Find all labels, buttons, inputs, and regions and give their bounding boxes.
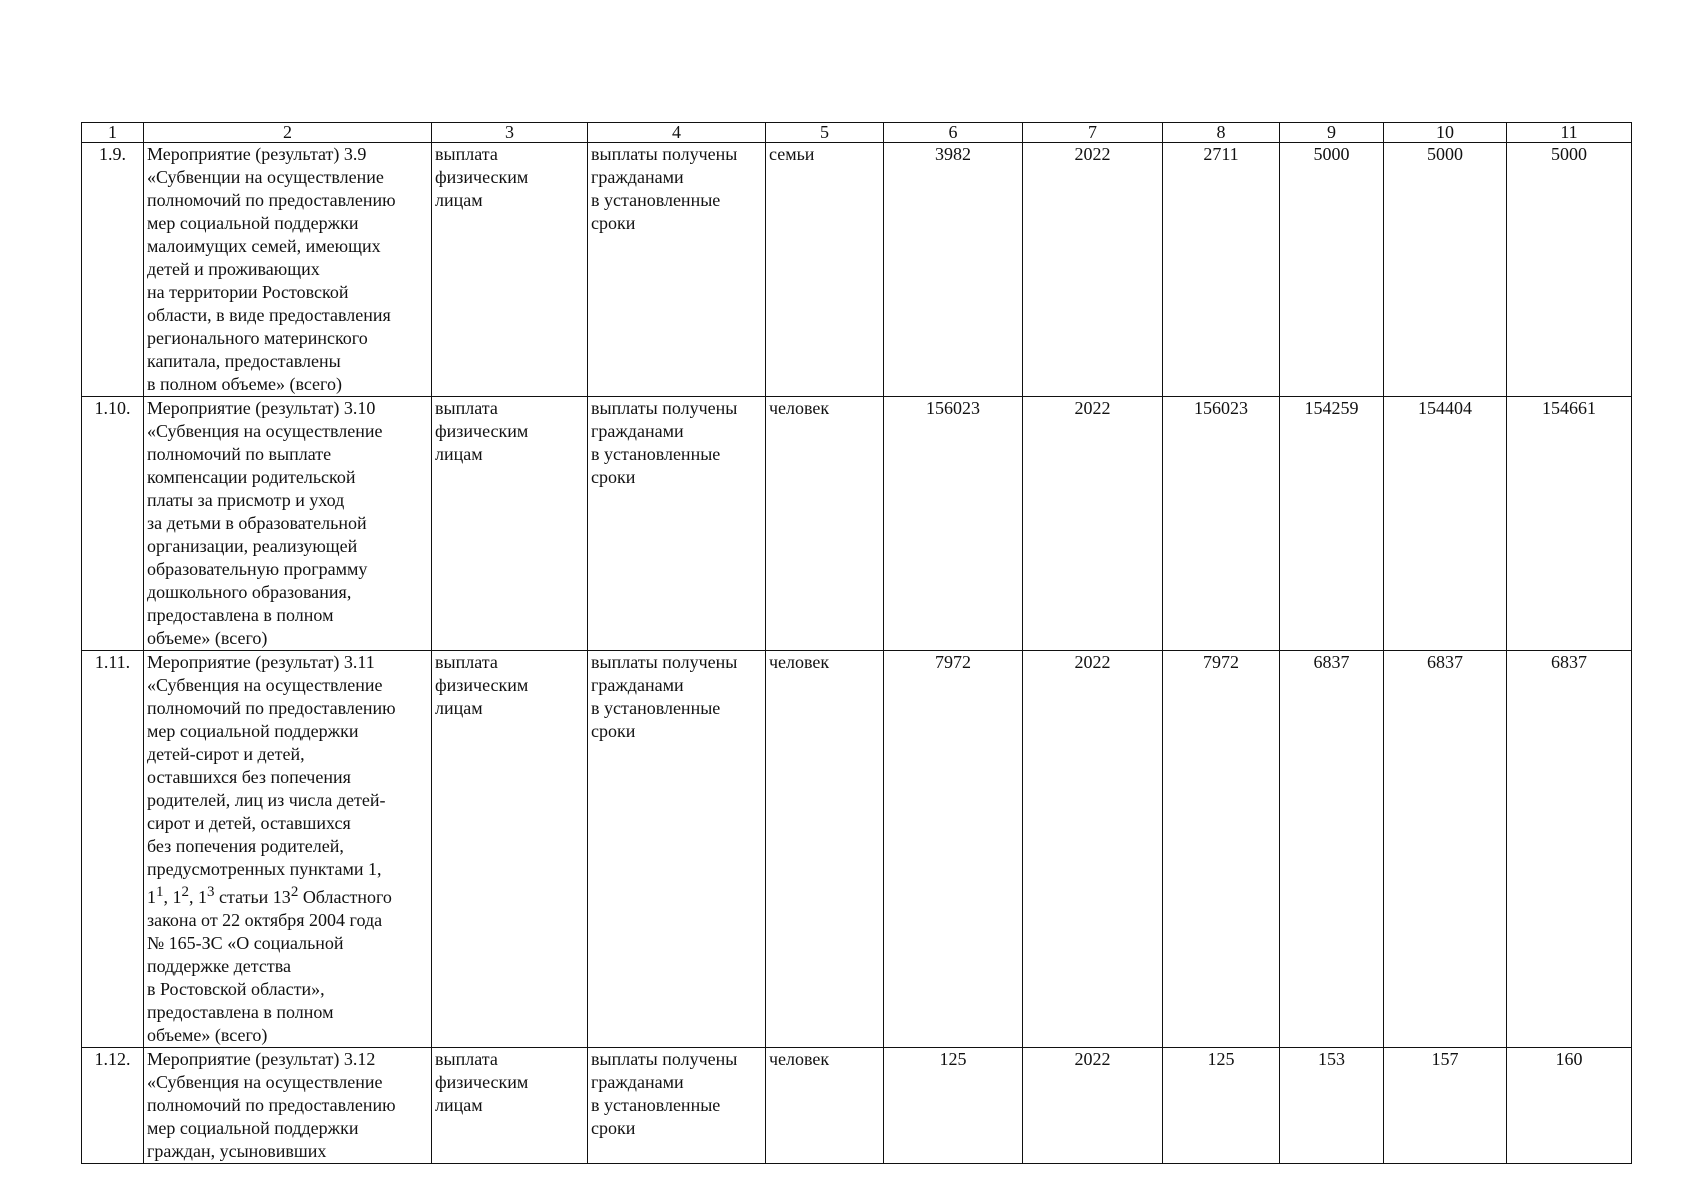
- measure-name: Мероприятие (результат) 3.12 «Субвенция на осуществление полномочий по предоставлению мер социальной поддержки граждан, усыновивших: [144, 1048, 432, 1164]
- measure-type: выплата физическим лицам: [432, 1048, 588, 1164]
- value-col-11: 160: [1507, 1048, 1632, 1164]
- column-number: 8: [1163, 123, 1280, 143]
- column-number: 4: [588, 123, 766, 143]
- row-number: 1.9.: [82, 143, 144, 397]
- measure-name: [144, 651, 432, 1048]
- unit-of-measure: человек: [766, 397, 884, 651]
- value-col-8: 156023: [1163, 397, 1280, 651]
- column-number: 5: [766, 123, 884, 143]
- value-col-11: 6837: [1507, 651, 1632, 1048]
- column-number: 6: [884, 123, 1023, 143]
- table-row: [82, 143, 1632, 397]
- measure-result: выплаты получены гражданами в установленные сроки: [588, 397, 766, 651]
- column-number: 11: [1507, 123, 1632, 143]
- value-col-8: 2711: [1163, 143, 1280, 397]
- row-number: 1.12.: [82, 1048, 144, 1164]
- superscript: 2: [290, 884, 299, 900]
- table-row: [82, 651, 1632, 1048]
- superscript: 2: [181, 884, 189, 900]
- measure-type: выплата физическим лицам: [432, 143, 588, 397]
- value-col-7: 2022: [1023, 143, 1163, 397]
- sup-text: , 1: [189, 887, 207, 907]
- column-number: 9: [1280, 123, 1384, 143]
- value-col-10: 5000: [1384, 143, 1507, 397]
- measure-type: выплата физическим лицам: [432, 397, 588, 651]
- column-number: 3: [432, 123, 588, 143]
- value-col-7: 2022: [1023, 1048, 1163, 1164]
- value-col-10: 157: [1384, 1048, 1507, 1164]
- column-number: 7: [1023, 123, 1163, 143]
- value-col-9: 5000: [1280, 143, 1384, 397]
- value-col-7: 2022: [1023, 651, 1163, 1048]
- superscript: 1: [156, 884, 164, 900]
- column-number: 1: [82, 123, 144, 143]
- value-col-8: 7972: [1163, 651, 1280, 1048]
- measure-result: выплаты получены гражданами в установленные сроки: [588, 1048, 766, 1164]
- sup-text: Областного: [298, 887, 392, 907]
- table-row: [82, 397, 1632, 651]
- measure-type: выплата физическим лицам: [432, 651, 588, 1048]
- value-col-8: 125: [1163, 1048, 1280, 1164]
- table-row: [82, 1048, 1632, 1164]
- unit-of-measure: семьи: [766, 143, 884, 397]
- measure-name-part: Мероприятие (результат) 3.11 «Субвенция на осуществление полномочий по предоставлению мер социальной поддержки детей-сирот и детей, оставшихся без попечения родителей, лиц из числа детей- сирот и детей, оставшихся без попечения родителей, предусмотренных пунктами 1,: [147, 652, 396, 879]
- value-col-7: 2022: [1023, 397, 1163, 651]
- measure-name: Мероприятие (результат) 3.10 «Субвенция на осуществление полномочий по выплате компенсации родительской платы за присмотр и уход за детьми в образовательной организации, реализующей образовательную программу дошкольного образования, предоставлена в полном объеме» (всего): [144, 397, 432, 651]
- sup-text: , 1: [163, 887, 182, 907]
- row-number: 1.10.: [82, 397, 144, 651]
- measure-result: выплаты получены гражданами в установленные сроки: [588, 651, 766, 1048]
- value-col-6: 3982: [884, 143, 1023, 397]
- value-col-6: 156023: [884, 397, 1023, 651]
- unit-of-measure: человек: [766, 651, 884, 1048]
- measure-name-part: закона от 22 октября 2004 года № 165-ЗС «О социальной поддержке детства в Ростовской области», предоставлена в полном объеме» (всего): [147, 910, 383, 1045]
- row-number: 1.11.: [82, 651, 144, 1048]
- column-number: 10: [1384, 123, 1507, 143]
- sup-text: статьи 13: [214, 887, 291, 907]
- superscript: 3: [207, 884, 215, 900]
- measure-name: Мероприятие (результат) 3.9 «Субвенции на осуществление полномочий по предоставлению мер социальной поддержки малоимущих семей, имеющих детей и проживающих на территории Ростовской области, в виде предоставления регионального материнского капитала, предоставлены в полном объеме» (всего): [144, 143, 432, 397]
- value-col-9: 6837: [1280, 651, 1384, 1048]
- value-col-10: 6837: [1384, 651, 1507, 1048]
- sup-text: 1: [147, 887, 156, 907]
- value-col-6: 125: [884, 1048, 1023, 1164]
- value-col-11: 5000: [1507, 143, 1632, 397]
- measure-result: выплаты получены гражданами в установленные сроки: [588, 143, 766, 397]
- value-col-10: 154404: [1384, 397, 1507, 651]
- column-number-row: [82, 123, 1632, 143]
- column-number: 2: [144, 123, 432, 143]
- value-col-6: 7972: [884, 651, 1023, 1048]
- indicators-table: [81, 122, 1632, 1164]
- value-col-9: 153: [1280, 1048, 1384, 1164]
- unit-of-measure: человек: [766, 1048, 884, 1164]
- value-col-9: 154259: [1280, 397, 1384, 651]
- value-col-11: 154661: [1507, 397, 1632, 651]
